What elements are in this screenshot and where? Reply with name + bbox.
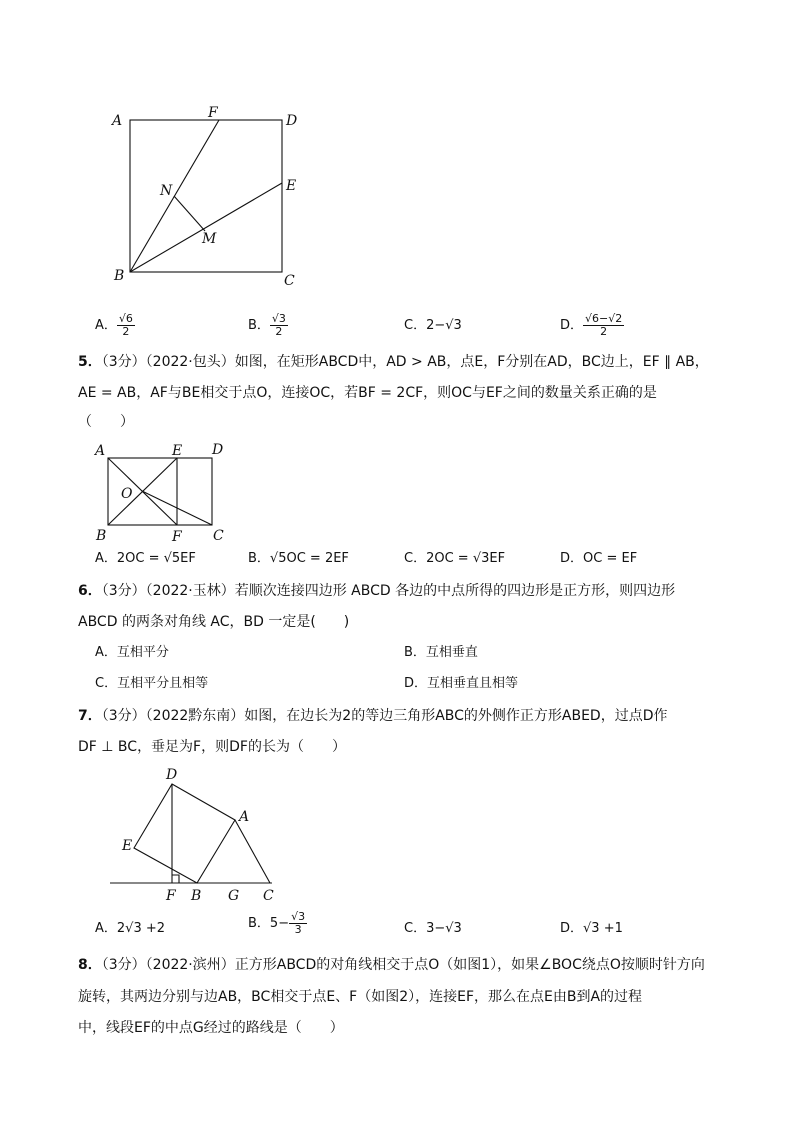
label-d: D <box>286 113 298 129</box>
question-number: 5． <box>78 354 102 370</box>
option-letter: A． <box>95 318 117 333</box>
question-text: （3分）（2022·玉林）若顺次连接四边形 ABCD 各边的中点所得的四边形是正方形，则四边形 <box>101 583 676 599</box>
label-g: G <box>228 888 240 902</box>
question-text: （3分）（2022·滨州）正方形ABCD的对角线相交于点O（如图1），如果∠BOC绕点O按顺时针方向 <box>101 957 705 973</box>
label-e: E <box>172 443 183 459</box>
label-m: M <box>202 231 217 247</box>
q4-option-c[interactable] <box>404 316 462 336</box>
label-b: B <box>191 888 202 902</box>
label-d: D <box>166 767 178 783</box>
q7-option-c[interactable]: C．3−√3 <box>404 921 462 936</box>
label-f: F <box>172 529 182 545</box>
label-n: N <box>160 183 173 199</box>
question-number: 6． <box>78 583 102 599</box>
figure-q7-triangle-square <box>100 762 290 902</box>
q8-line-1 <box>78 955 705 975</box>
q5-option-c[interactable]: C．2OC = √3EF <box>404 551 506 566</box>
label-e: E <box>286 178 297 194</box>
denominator: 2 <box>275 325 283 338</box>
square-abed <box>134 784 235 883</box>
fraction <box>117 313 135 338</box>
fraction <box>270 313 288 338</box>
q6-option-d[interactable]: D．互相垂直且相等 <box>404 676 519 691</box>
q5-option-a[interactable]: A．2OC = √5EF <box>95 551 196 566</box>
question-text: （3分）（2022黔东南）如图，在边长为2的等边三角形ABC的外侧作正方形ABED，过点D作 <box>101 708 668 724</box>
denominator: 2 <box>122 325 130 338</box>
option-text: B．5− <box>248 916 290 931</box>
figure-q5-rectangle <box>90 438 240 546</box>
q6-option-c[interactable]: C．互相平分且相等 <box>95 676 209 691</box>
label-d: D <box>212 442 224 458</box>
option-letter: D． <box>560 318 584 333</box>
q4-option-d[interactable] <box>560 313 624 338</box>
denominator: 3 <box>294 923 302 936</box>
numerator: √3 <box>291 910 306 923</box>
q5-option-d[interactable]: D．OC = EF <box>560 551 638 566</box>
q4-option-b[interactable] <box>248 313 288 338</box>
q7-option-b[interactable] <box>248 911 307 936</box>
numerator: √6 <box>118 312 133 325</box>
option-text: 2−√3 <box>426 318 462 333</box>
numerator: √3 <box>271 312 286 325</box>
q8-line-2: 旋转，其两边分别与边AB，BC相交于点E、F（如图2），连接EF，那么在点E由B到A的过程 <box>78 989 643 1005</box>
label-b: B <box>114 268 125 284</box>
option-letter: C． <box>404 318 427 333</box>
denominator: 2 <box>600 325 608 338</box>
q8-line-3: 中，线段EF的中点G经过的路线是（ ） <box>78 1020 344 1036</box>
label-c: C <box>213 528 224 544</box>
label-a: A <box>112 113 123 129</box>
q6-line-1 <box>78 581 675 601</box>
q7-option-d[interactable]: D．√3 +1 <box>560 921 623 936</box>
segment-ac <box>235 820 270 883</box>
segment-be <box>130 183 282 272</box>
q6-option-a[interactable]: A．互相平分 <box>95 645 169 660</box>
label-f: F <box>208 105 218 121</box>
q7-line-2: DF ⊥ BC，垂足为F，则DF的长为（ ） <box>78 739 346 755</box>
q7-line-1 <box>78 706 668 726</box>
q6-line-2: ABCD 的两条对角线 AC，BD 一定是( ) <box>78 614 350 630</box>
label-c: C <box>263 888 274 902</box>
segment-nm <box>174 196 205 231</box>
fraction <box>289 911 307 936</box>
q5-option-b[interactable]: B．√5OC = 2EF <box>248 551 349 566</box>
label-a: A <box>95 443 106 459</box>
option-letter: B． <box>248 318 270 333</box>
fraction <box>583 313 624 338</box>
question-number: 8． <box>78 957 102 973</box>
q4-option-a[interactable] <box>95 313 135 338</box>
q7-option-a[interactable]: A．2√3 +2 <box>95 921 166 936</box>
label-c: C <box>284 273 295 289</box>
q5-line-3: （ ） <box>78 414 134 430</box>
q6-option-b[interactable]: B．互相垂直 <box>404 645 478 660</box>
q5-line-2: AE = AB，AF与BE相交于点O，连接OC，若BF = 2CF，则OC与EF之间的数量关系正确的是 <box>78 385 657 401</box>
question-text: （3分）（2022·包头）如图，在矩形ABCD中，AD > AB，点E，F分别在AD，BC边上，EF ∥ AB， <box>101 354 709 370</box>
right-angle-mark <box>172 875 179 883</box>
figure-q4-square <box>100 100 330 300</box>
label-o: O <box>121 486 133 502</box>
q5-line-1 <box>78 352 709 372</box>
label-e: E <box>122 838 133 854</box>
numerator: √6−√2 <box>585 312 623 325</box>
label-b: B <box>96 528 107 544</box>
label-a: A <box>239 809 250 825</box>
question-number: 7． <box>78 708 102 724</box>
label-f: F <box>166 888 176 902</box>
